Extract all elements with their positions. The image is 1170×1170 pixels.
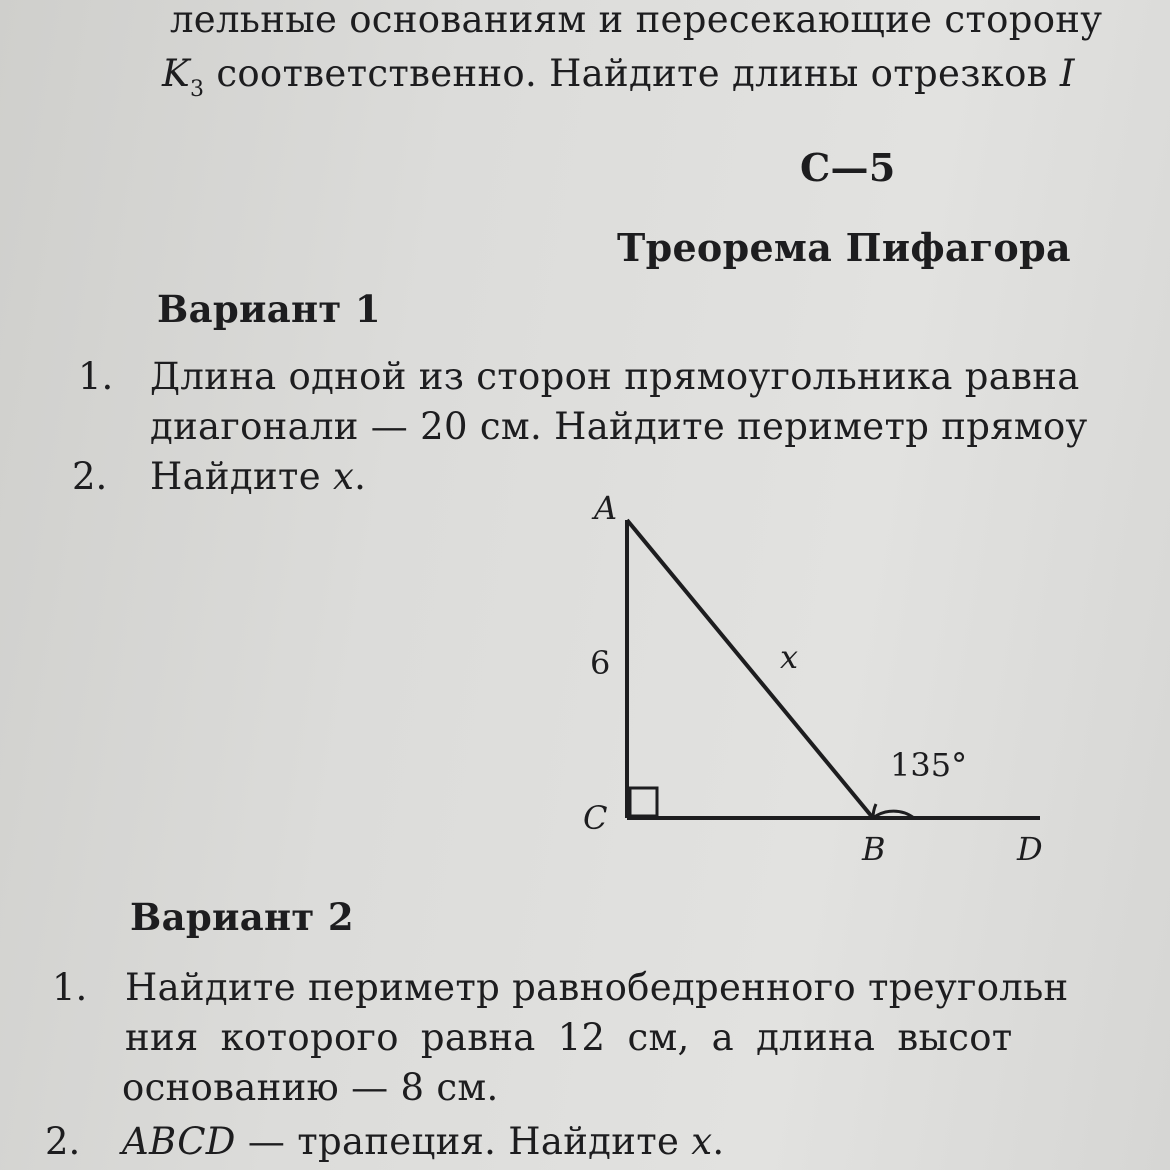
task-2-number: 2. bbox=[72, 455, 108, 498]
task-2-prefix: Найдите bbox=[150, 455, 333, 498]
task-1-number: 1. bbox=[78, 355, 114, 398]
v2-task-2-var2: x bbox=[691, 1120, 713, 1163]
task-1-line-1: Длина одной из сторон прямоугольника равна bbox=[150, 355, 1080, 398]
v2-task-2-number: 2. bbox=[45, 1120, 81, 1163]
right-angle-mark bbox=[630, 788, 657, 816]
header-line-2-tail: I bbox=[1059, 52, 1075, 95]
label-side-6: 6 bbox=[590, 644, 611, 682]
k-symbol: K bbox=[162, 52, 190, 95]
v2-task-1-number: 1. bbox=[52, 966, 88, 1009]
label-angle-135: 135° bbox=[890, 746, 968, 784]
label-d: D bbox=[1017, 830, 1043, 868]
k-subscript: 3 bbox=[189, 77, 205, 102]
v2-task-1-line-3: основанию — 8 см. bbox=[122, 1066, 499, 1109]
task-1-line-2: диагонали — 20 см. Найдите периметр прямоу bbox=[150, 405, 1088, 448]
section-title: Треорема Пифагора bbox=[617, 225, 1071, 270]
v2-task-1-line-2: ния которого равна 12 см, а длина высот bbox=[125, 1016, 1013, 1059]
task-2-suffix: . bbox=[354, 455, 367, 498]
v2-task-2-text bbox=[122, 1120, 724, 1163]
side-ab bbox=[627, 520, 873, 818]
label-b: B bbox=[862, 830, 886, 868]
v2-task-2-text-part: — трапеция. Найдите bbox=[235, 1120, 692, 1163]
label-c: C bbox=[583, 799, 608, 837]
header-line-1: лельные основаниям и пересекающие сторону bbox=[170, 0, 1103, 41]
v2-task-2-suffix: . bbox=[712, 1120, 725, 1163]
variant-1-title: Вариант 1 bbox=[157, 287, 381, 331]
v2-task-1-line-1: Найдите периметр равнобедренного треугольн bbox=[125, 966, 1069, 1009]
variant-2-title: Вариант 2 bbox=[130, 895, 354, 939]
header-line-2-text: соответственно. Найдите длины отрезков bbox=[204, 52, 1060, 95]
task-2-var: x bbox=[332, 455, 355, 498]
section-code: С—5 bbox=[800, 145, 896, 190]
label-a: A bbox=[594, 489, 618, 527]
v2-task-2-var: ABCD bbox=[122, 1120, 236, 1163]
label-side-x: x bbox=[780, 638, 799, 676]
